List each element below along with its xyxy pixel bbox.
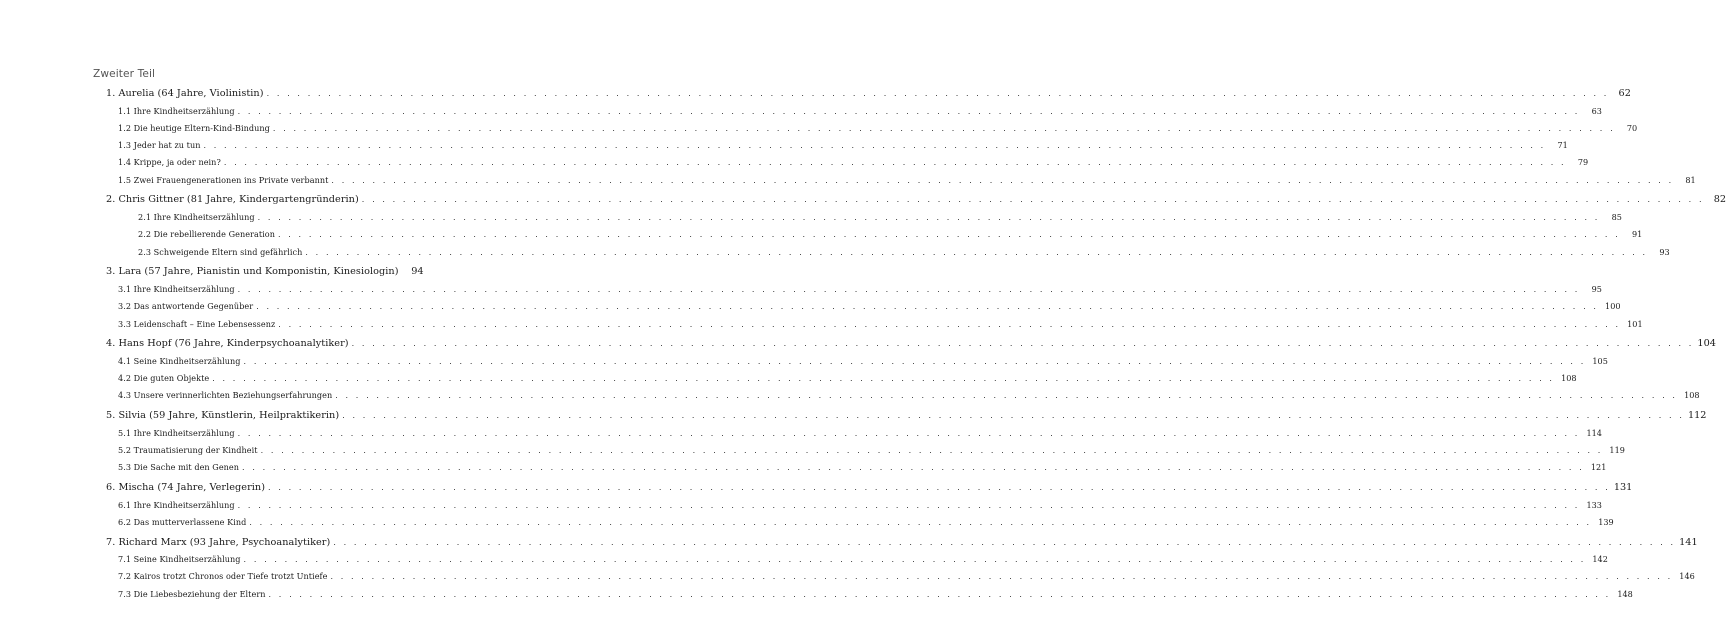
- toc-page-number: 141: [1679, 536, 1698, 548]
- toc-section-entry[interactable]: [106, 516, 1614, 534]
- toc-page-number: 70: [1626, 122, 1638, 133]
- toc-section-entry[interactable]: [106, 571, 1695, 588]
- toc-section-entry[interactable]: [106, 588, 1633, 606]
- dot-leader: [203, 141, 1545, 150]
- part-title: Zweiter Teil: [93, 68, 156, 80]
- toc-entry-label: 4.3 Unsere verinnerlichten Beziehungserfahrungen: [118, 390, 333, 401]
- toc-entry-label: 4.2 Die guten Objekte: [118, 373, 210, 384]
- toc-entry-label: 1.4 Krippe, ja oder nein?: [118, 157, 221, 168]
- dot-leader: [238, 285, 1580, 294]
- dot-leader: [249, 518, 1591, 527]
- toc-section-entry[interactable]: [106, 318, 1643, 336]
- toc-entry-label: 6. Mischa (74 Jahre, Verlegerin): [106, 481, 266, 493]
- toc-entry-label: 5. Silvia (59 Jahre, Künstlerin, Heilpraktikerin): [106, 410, 340, 422]
- toc-section-entry[interactable]: [106, 301, 1621, 318]
- toc-entry-label: 2. Chris Gittner (81 Jahre, Kindergartengründerin): [106, 194, 359, 206]
- toc-chapter-entry[interactable]: [106, 481, 1633, 500]
- dot-leader: [256, 302, 1598, 311]
- toc-page-number: 133: [1586, 499, 1602, 510]
- toc-section-entry[interactable]: [106, 212, 1622, 229]
- dot-leader: [335, 391, 1677, 400]
- table-of-contents: [106, 88, 1726, 606]
- toc-entry-label: 7.2 Kairos trotzt Chronos oder Tiefe trotzt Untiefe: [118, 571, 328, 582]
- toc-entry-label: 3. Lara (57 Jahre, Pianistin und Komponistin, Kinesiologin): [106, 266, 399, 278]
- toc-page-number: 105: [1592, 355, 1608, 366]
- toc-section-entry[interactable]: [106, 157, 1589, 174]
- toc-page-number: 85: [1611, 212, 1622, 223]
- toc-entry-label: 5.2 Traumatisierung der Kindheit: [118, 444, 258, 455]
- toc-page-number: 79: [1577, 157, 1589, 168]
- dot-leader: [305, 248, 1647, 257]
- toc-entry-label: 1. Aurelia (64 Jahre, Violinistin): [106, 88, 264, 99]
- toc-entry-label: 1.5 Zwei Frauengenerationen ins Private verbannt: [118, 174, 329, 185]
- toc-section-entry[interactable]: [106, 373, 1577, 390]
- toc-chapter-entry[interactable]: [106, 410, 1707, 428]
- toc-section-entry[interactable]: [106, 122, 1638, 140]
- dot-leader: [352, 339, 1694, 348]
- dot-leader: [261, 446, 1603, 455]
- toc-page-number: 62: [1618, 88, 1631, 99]
- toc-page-number: 82: [1713, 194, 1726, 206]
- toc-page-number: 148: [1617, 588, 1633, 599]
- toc-page-number: 108: [1561, 373, 1577, 384]
- toc-entry-label: 1.2 Die heutige Eltern-Kind-Bindung: [118, 122, 270, 133]
- toc-page-number: 100: [1605, 301, 1621, 312]
- dot-leader: [258, 213, 1600, 222]
- toc-entry-label: 2.2 Die rebellierende Generation: [138, 229, 275, 240]
- dot-leader: [278, 230, 1620, 239]
- toc-page-number: 94: [411, 266, 424, 278]
- toc-entry-label: 5.3 Die Sache mit den Genen: [118, 462, 240, 473]
- toc-section-entry[interactable]: [106, 105, 1602, 123]
- dot-leader: [268, 483, 1610, 492]
- dot-leader: [278, 320, 1620, 329]
- toc-section-entry[interactable]: [106, 499, 1602, 517]
- toc-section-entry[interactable]: [106, 390, 1700, 407]
- dot-leader: [238, 429, 1580, 438]
- toc-page-number: 104: [1697, 338, 1716, 350]
- dot-leader: [331, 176, 1673, 185]
- toc-page-number: 93: [1659, 246, 1670, 257]
- dot-leader: [224, 158, 1566, 167]
- dot-leader: [244, 357, 1586, 366]
- toc-section-entry[interactable]: [106, 554, 1608, 571]
- toc-page-number: 142: [1592, 554, 1608, 565]
- toc-chapter-entry[interactable]: [106, 266, 424, 284]
- toc-page-number: 108: [1684, 390, 1700, 401]
- toc-page-number: 112: [1687, 410, 1707, 422]
- dot-leader: [269, 590, 1611, 599]
- toc-page-number: 139: [1598, 516, 1614, 527]
- toc-entry-label: 7. Richard Marx (93 Jahre, Psychoanalytiker): [106, 536, 331, 548]
- toc-section-entry[interactable]: [106, 283, 1602, 301]
- toc-entry-label: 1.1 Ihre Kindheitserzählung: [118, 105, 235, 116]
- dot-leader: [362, 195, 1704, 204]
- toc-section-entry[interactable]: [106, 462, 1607, 479]
- toc-entry-label: 3.1 Ihre Kindheitserzählung: [118, 283, 235, 294]
- toc-entry-label: 4. Hans Hopf (76 Jahre, Kinderpsychoanalytiker): [106, 338, 349, 350]
- toc-page-number: 95: [1591, 283, 1602, 294]
- toc-entry-label: 2.3 Schweigende Eltern sind gefährlich: [138, 246, 303, 257]
- dot-leader: [273, 124, 1615, 133]
- toc-section-entry[interactable]: [106, 229, 1643, 246]
- toc-section-entry[interactable]: [106, 444, 1625, 462]
- toc-page-number: 114: [1586, 427, 1602, 438]
- dot-leader: [267, 89, 1609, 98]
- toc-page-number: 146: [1679, 571, 1695, 582]
- toc-section-entry[interactable]: [106, 174, 1696, 192]
- toc-entry-label: 3.3 Leidenschaft – Eine Lebensessenz: [118, 318, 276, 329]
- toc-page-number: 101: [1627, 318, 1643, 329]
- toc-page-number: 63: [1591, 105, 1602, 116]
- toc-chapter-entry[interactable]: [106, 88, 1631, 106]
- dot-leader: [212, 374, 1554, 383]
- dot-leader: [238, 107, 1580, 116]
- dot-leader: [244, 555, 1586, 564]
- toc-page-number: 91: [1631, 229, 1643, 240]
- dot-leader: [333, 538, 1675, 547]
- dot-leader: [330, 572, 1672, 581]
- toc-chapter-entry[interactable]: [106, 536, 1698, 555]
- toc-page-number: 121: [1590, 462, 1607, 473]
- dot-leader: [242, 463, 1584, 472]
- toc-entry-label: 3.2 Das antwortende Gegenüber: [118, 301, 254, 312]
- toc-entry-label: 5.1 Ihre Kindheitserzählung: [118, 427, 235, 438]
- toc-page-number: 131: [1613, 481, 1633, 493]
- toc-chapter-entry[interactable]: [106, 338, 1716, 356]
- toc-section-entry[interactable]: [106, 427, 1602, 445]
- toc-entry-label: 4.1 Seine Kindheitserzählung: [118, 355, 241, 366]
- dot-leader: [238, 501, 1580, 510]
- toc-page-number: 71: [1557, 140, 1568, 151]
- toc-chapter-entry[interactable]: [106, 194, 1726, 212]
- toc-page-number: 81: [1685, 174, 1696, 185]
- toc-entry-label: 7.1 Seine Kindheitserzählung: [118, 554, 241, 565]
- dot-leader: [342, 411, 1684, 420]
- toc-entry-label: 6.2 Das mutterverlassene Kind: [118, 516, 247, 527]
- toc-entry-label: 6.1 Ihre Kindheitserzählung: [118, 499, 235, 510]
- toc-entry-label: 2.1 Ihre Kindheitserzählung: [138, 212, 255, 223]
- toc-entry-label: 7.3 Die Liebesbeziehung der Eltern: [118, 588, 266, 599]
- toc-entry-label: 1.3 Jeder hat zu tun: [118, 140, 201, 151]
- toc-section-entry[interactable]: [106, 246, 1670, 264]
- toc-page-number: 119: [1609, 444, 1625, 455]
- toc-section-entry[interactable]: [106, 355, 1608, 373]
- toc-section-entry[interactable]: [106, 140, 1568, 157]
